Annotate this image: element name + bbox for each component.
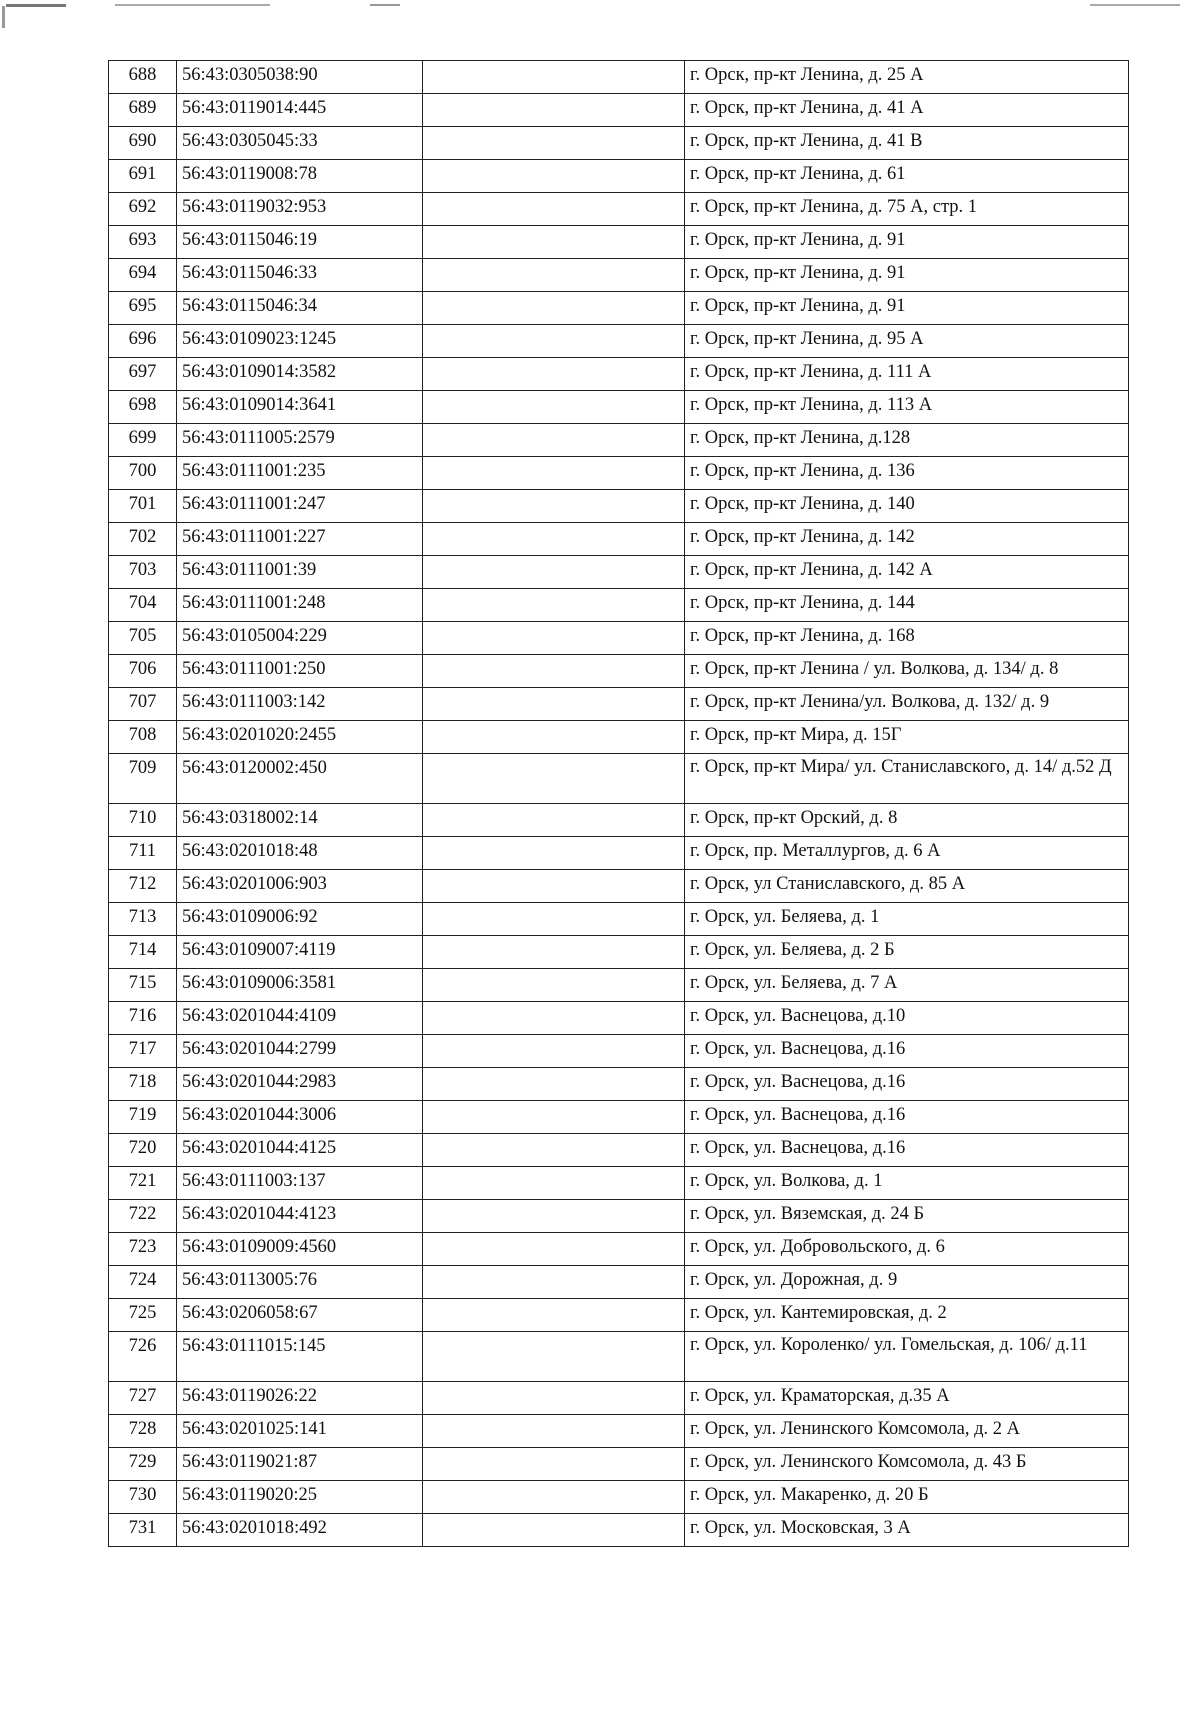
empty-cell bbox=[423, 804, 685, 837]
empty-cell bbox=[423, 556, 685, 589]
row-number: 703 bbox=[109, 556, 177, 589]
address: г. Орск, пр-кт Ленина, д. 168 bbox=[685, 622, 1129, 655]
cadastral-number: 56:43:0201020:2455 bbox=[177, 721, 423, 754]
row-number: 725 bbox=[109, 1299, 177, 1332]
registry-table bbox=[108, 60, 1129, 1547]
row-number: 718 bbox=[109, 1068, 177, 1101]
table-row bbox=[109, 1035, 1129, 1068]
address: г. Орск, пр-кт Ленина, д. 113 А bbox=[685, 391, 1129, 424]
address: г. Орск, ул. Васнецова, д.16 bbox=[685, 1134, 1129, 1167]
cadastral-number: 56:43:0111003:142 bbox=[177, 688, 423, 721]
empty-cell bbox=[423, 589, 685, 622]
cadastral-number: 56:43:0115046:34 bbox=[177, 292, 423, 325]
cadastral-number: 56:43:0120002:450 bbox=[177, 754, 423, 804]
address: г. Орск, ул. Короленко/ ул. Гомельская, д. 106/ д.11 bbox=[685, 1332, 1129, 1382]
empty-cell bbox=[423, 1299, 685, 1332]
table-row bbox=[109, 969, 1129, 1002]
empty-cell bbox=[423, 969, 685, 1002]
address: г. Орск, пр-кт Ленина, д. 25 А bbox=[685, 61, 1129, 94]
address: г. Орск, ул. Васнецова, д.10 bbox=[685, 1002, 1129, 1035]
empty-cell bbox=[423, 94, 685, 127]
table-row bbox=[109, 837, 1129, 870]
row-number: 729 bbox=[109, 1448, 177, 1481]
table-row bbox=[109, 1134, 1129, 1167]
cadastral-number: 56:43:0111015:145 bbox=[177, 1332, 423, 1382]
row-number: 691 bbox=[109, 160, 177, 193]
row-number: 693 bbox=[109, 226, 177, 259]
table-row bbox=[109, 1200, 1129, 1233]
address: г. Орск, пр-кт Ленина, д. 91 bbox=[685, 226, 1129, 259]
address: г. Орск, пр-кт Ленина, д. 140 bbox=[685, 490, 1129, 523]
address: г. Орск, пр-кт Ленина, д. 142 А bbox=[685, 556, 1129, 589]
table-row bbox=[109, 259, 1129, 292]
cadastral-number: 56:43:0111001:248 bbox=[177, 589, 423, 622]
empty-cell bbox=[423, 127, 685, 160]
address: г. Орск, пр-кт Ленина, д. 136 bbox=[685, 457, 1129, 490]
cadastral-number: 56:43:0111001:247 bbox=[177, 490, 423, 523]
row-number: 716 bbox=[109, 1002, 177, 1035]
table-row bbox=[109, 160, 1129, 193]
cadastral-number: 56:43:0201044:4109 bbox=[177, 1002, 423, 1035]
empty-cell bbox=[423, 936, 685, 969]
empty-cell bbox=[423, 523, 685, 556]
cadastral-number: 56:43:0113005:76 bbox=[177, 1266, 423, 1299]
table-row bbox=[109, 61, 1129, 94]
address: г. Орск, пр-кт Орский, д. 8 bbox=[685, 804, 1129, 837]
row-number: 711 bbox=[109, 837, 177, 870]
empty-cell bbox=[423, 1134, 685, 1167]
row-number: 706 bbox=[109, 655, 177, 688]
cadastral-number: 56:43:0105004:229 bbox=[177, 622, 423, 655]
row-number: 689 bbox=[109, 94, 177, 127]
table-row bbox=[109, 391, 1129, 424]
empty-cell bbox=[423, 325, 685, 358]
empty-cell bbox=[423, 193, 685, 226]
table-row bbox=[109, 226, 1129, 259]
row-number: 688 bbox=[109, 61, 177, 94]
table-row bbox=[109, 556, 1129, 589]
address: г. Орск, пр-кт Ленина, д. 91 bbox=[685, 292, 1129, 325]
table-row bbox=[109, 870, 1129, 903]
empty-cell bbox=[423, 1382, 685, 1415]
table-row bbox=[109, 688, 1129, 721]
table-row bbox=[109, 94, 1129, 127]
empty-cell bbox=[423, 61, 685, 94]
row-number: 730 bbox=[109, 1481, 177, 1514]
address: г. Орск, ул. Кантемировская, д. 2 bbox=[685, 1299, 1129, 1332]
cadastral-number: 56:43:0201044:2983 bbox=[177, 1068, 423, 1101]
table-row bbox=[109, 1382, 1129, 1415]
cadastral-number: 56:43:0305038:90 bbox=[177, 61, 423, 94]
cadastral-number: 56:43:0111001:39 bbox=[177, 556, 423, 589]
row-number: 727 bbox=[109, 1382, 177, 1415]
empty-cell bbox=[423, 1167, 685, 1200]
cadastral-number: 56:43:0201018:492 bbox=[177, 1514, 423, 1547]
table-row bbox=[109, 325, 1129, 358]
empty-cell bbox=[423, 424, 685, 457]
empty-cell bbox=[423, 837, 685, 870]
table-row bbox=[109, 1068, 1129, 1101]
row-number: 720 bbox=[109, 1134, 177, 1167]
address: г. Орск, пр-кт Ленина / ул. Волкова, д. 134/ д. 8 bbox=[685, 655, 1129, 688]
cadastral-number: 56:43:0115046:33 bbox=[177, 259, 423, 292]
address: г. Орск, ул. Васнецова, д.16 bbox=[685, 1068, 1129, 1101]
cadastral-number: 56:43:0109006:3581 bbox=[177, 969, 423, 1002]
table-row bbox=[109, 903, 1129, 936]
row-number: 692 bbox=[109, 193, 177, 226]
cadastral-number: 56:43:0109006:92 bbox=[177, 903, 423, 936]
table-row bbox=[109, 754, 1129, 804]
empty-cell bbox=[423, 358, 685, 391]
address: г. Орск, пр-кт Ленина, д. 41 А bbox=[685, 94, 1129, 127]
table-row bbox=[109, 1299, 1129, 1332]
address: г. Орск, ул. Макаренко, д. 20 Б bbox=[685, 1481, 1129, 1514]
row-number: 694 bbox=[109, 259, 177, 292]
empty-cell bbox=[423, 226, 685, 259]
cadastral-number: 56:43:0201044:2799 bbox=[177, 1035, 423, 1068]
table-row bbox=[109, 1002, 1129, 1035]
table-row bbox=[109, 1233, 1129, 1266]
address: г. Орск, пр-кт Ленина, д. 41 В bbox=[685, 127, 1129, 160]
scan-artifact bbox=[115, 4, 270, 6]
row-number: 721 bbox=[109, 1167, 177, 1200]
address: г. Орск, ул. Беляева, д. 7 А bbox=[685, 969, 1129, 1002]
table-row bbox=[109, 1101, 1129, 1134]
table-row bbox=[109, 1448, 1129, 1481]
address: г. Орск, ул. Ленинского Комсомола, д. 43 Б bbox=[685, 1448, 1129, 1481]
empty-cell bbox=[423, 903, 685, 936]
cadastral-number: 56:43:0201006:903 bbox=[177, 870, 423, 903]
cadastral-number: 56:43:0119020:25 bbox=[177, 1481, 423, 1514]
address: г. Орск, ул. Краматорская, д.35 А bbox=[685, 1382, 1129, 1415]
empty-cell bbox=[423, 1200, 685, 1233]
table-row bbox=[109, 1514, 1129, 1547]
empty-cell bbox=[423, 622, 685, 655]
row-number: 707 bbox=[109, 688, 177, 721]
table-row bbox=[109, 523, 1129, 556]
cadastral-number: 56:43:0201044:4123 bbox=[177, 1200, 423, 1233]
table-row bbox=[109, 589, 1129, 622]
cadastral-number: 56:43:0109014:3641 bbox=[177, 391, 423, 424]
row-number: 719 bbox=[109, 1101, 177, 1134]
cadastral-number: 56:43:0109009:4560 bbox=[177, 1233, 423, 1266]
row-number: 708 bbox=[109, 721, 177, 754]
row-number: 699 bbox=[109, 424, 177, 457]
table-row bbox=[109, 1415, 1129, 1448]
empty-cell bbox=[423, 391, 685, 424]
empty-cell bbox=[423, 754, 685, 804]
empty-cell bbox=[423, 688, 685, 721]
cadastral-number: 56:43:0111005:2579 bbox=[177, 424, 423, 457]
table-row bbox=[109, 804, 1129, 837]
row-number: 710 bbox=[109, 804, 177, 837]
empty-cell bbox=[423, 1415, 685, 1448]
table-row bbox=[109, 193, 1129, 226]
address: г. Орск, пр-кт Ленина, д. 95 А bbox=[685, 325, 1129, 358]
address: г. Орск, пр-кт Ленина, д.128 bbox=[685, 424, 1129, 457]
address: г. Орск, пр-кт Ленина/ул. Волкова, д. 132/ д. 9 bbox=[685, 688, 1129, 721]
address: г. Орск, пр-кт Мира, д. 15Г bbox=[685, 721, 1129, 754]
row-number: 702 bbox=[109, 523, 177, 556]
row-number: 704 bbox=[109, 589, 177, 622]
cadastral-number: 56:43:0201025:141 bbox=[177, 1415, 423, 1448]
table-row bbox=[109, 936, 1129, 969]
table-row bbox=[109, 127, 1129, 160]
empty-cell bbox=[423, 1448, 685, 1481]
address: г. Орск, ул. Московская, 3 А bbox=[685, 1514, 1129, 1547]
address: г. Орск, ул. Ленинского Комсомола, д. 2 А bbox=[685, 1415, 1129, 1448]
row-number: 723 bbox=[109, 1233, 177, 1266]
cadastral-number: 56:43:0109007:4119 bbox=[177, 936, 423, 969]
row-number: 712 bbox=[109, 870, 177, 903]
empty-cell bbox=[423, 870, 685, 903]
row-number: 726 bbox=[109, 1332, 177, 1382]
cadastral-number: 56:43:0119032:953 bbox=[177, 193, 423, 226]
table-row bbox=[109, 1332, 1129, 1382]
row-number: 717 bbox=[109, 1035, 177, 1068]
cadastral-number: 56:43:0206058:67 bbox=[177, 1299, 423, 1332]
cadastral-number: 56:43:0119014:445 bbox=[177, 94, 423, 127]
empty-cell bbox=[423, 1332, 685, 1382]
cadastral-number: 56:43:0111001:250 bbox=[177, 655, 423, 688]
cadastral-number: 56:43:0305045:33 bbox=[177, 127, 423, 160]
row-number: 697 bbox=[109, 358, 177, 391]
row-number: 724 bbox=[109, 1266, 177, 1299]
row-number: 713 bbox=[109, 903, 177, 936]
table-row bbox=[109, 1266, 1129, 1299]
row-number: 695 bbox=[109, 292, 177, 325]
row-number: 728 bbox=[109, 1415, 177, 1448]
empty-cell bbox=[423, 160, 685, 193]
empty-cell bbox=[423, 1514, 685, 1547]
address: г. Орск, ул. Волкова, д. 1 bbox=[685, 1167, 1129, 1200]
empty-cell bbox=[423, 1266, 685, 1299]
cadastral-number: 56:43:0318002:14 bbox=[177, 804, 423, 837]
address: г. Орск, пр-кт Ленина, д. 61 bbox=[685, 160, 1129, 193]
cadastral-number: 56:43:0109023:1245 bbox=[177, 325, 423, 358]
address: г. Орск, пр-кт Ленина, д. 75 А, стр. 1 bbox=[685, 193, 1129, 226]
table-row bbox=[109, 358, 1129, 391]
address: г. Орск, пр-кт Ленина, д. 142 bbox=[685, 523, 1129, 556]
table-row bbox=[109, 622, 1129, 655]
address: г. Орск, ул. Вяземская, д. 24 Б bbox=[685, 1200, 1129, 1233]
scan-artifact bbox=[6, 4, 66, 7]
row-number: 700 bbox=[109, 457, 177, 490]
empty-cell bbox=[423, 1035, 685, 1068]
empty-cell bbox=[423, 1101, 685, 1134]
row-number: 714 bbox=[109, 936, 177, 969]
row-number: 709 bbox=[109, 754, 177, 804]
row-number: 696 bbox=[109, 325, 177, 358]
address: г. Орск, ул. Дорожная, д. 9 bbox=[685, 1266, 1129, 1299]
row-number: 705 bbox=[109, 622, 177, 655]
cadastral-number: 56:43:0119026:22 bbox=[177, 1382, 423, 1415]
scan-artifact bbox=[2, 6, 5, 28]
address: г. Орск, пр. Металлургов, д. 6 А bbox=[685, 837, 1129, 870]
row-number: 731 bbox=[109, 1514, 177, 1547]
cadastral-number: 56:43:0201018:48 bbox=[177, 837, 423, 870]
address: г. Орск, пр-кт Ленина, д. 91 bbox=[685, 259, 1129, 292]
empty-cell bbox=[423, 655, 685, 688]
cadastral-number: 56:43:0201044:4125 bbox=[177, 1134, 423, 1167]
scan-artifact bbox=[1090, 4, 1180, 6]
cadastral-number: 56:43:0109014:3582 bbox=[177, 358, 423, 391]
empty-cell bbox=[423, 1002, 685, 1035]
row-number: 715 bbox=[109, 969, 177, 1002]
registry-table-body bbox=[109, 61, 1129, 1547]
table-row bbox=[109, 490, 1129, 523]
empty-cell bbox=[423, 1481, 685, 1514]
row-number: 701 bbox=[109, 490, 177, 523]
empty-cell bbox=[423, 1233, 685, 1266]
table-row bbox=[109, 1167, 1129, 1200]
address: г. Орск, ул. Добровольского, д. 6 bbox=[685, 1233, 1129, 1266]
cadastral-number: 56:43:0115046:19 bbox=[177, 226, 423, 259]
table-row bbox=[109, 292, 1129, 325]
table-row bbox=[109, 424, 1129, 457]
cadastral-number: 56:43:0119008:78 bbox=[177, 160, 423, 193]
table-row bbox=[109, 655, 1129, 688]
cadastral-number: 56:43:0119021:87 bbox=[177, 1448, 423, 1481]
empty-cell bbox=[423, 1068, 685, 1101]
row-number: 722 bbox=[109, 1200, 177, 1233]
cadastral-number: 56:43:0111001:235 bbox=[177, 457, 423, 490]
address: г. Орск, ул. Беляева, д. 2 Б bbox=[685, 936, 1129, 969]
table-row bbox=[109, 457, 1129, 490]
cadastral-number: 56:43:0111003:137 bbox=[177, 1167, 423, 1200]
address: г. Орск, пр-кт Ленина, д. 111 А bbox=[685, 358, 1129, 391]
row-number: 698 bbox=[109, 391, 177, 424]
empty-cell bbox=[423, 292, 685, 325]
empty-cell bbox=[423, 721, 685, 754]
address: г. Орск, ул Станиславского, д. 85 А bbox=[685, 870, 1129, 903]
table-row bbox=[109, 1481, 1129, 1514]
table-row bbox=[109, 721, 1129, 754]
empty-cell bbox=[423, 490, 685, 523]
scan-artifact bbox=[370, 4, 400, 6]
cadastral-number: 56:43:0111001:227 bbox=[177, 523, 423, 556]
empty-cell bbox=[423, 457, 685, 490]
cadastral-number: 56:43:0201044:3006 bbox=[177, 1101, 423, 1134]
row-number: 690 bbox=[109, 127, 177, 160]
address: г. Орск, ул. Беляева, д. 1 bbox=[685, 903, 1129, 936]
address: г. Орск, пр-кт Ленина, д. 144 bbox=[685, 589, 1129, 622]
empty-cell bbox=[423, 259, 685, 292]
address: г. Орск, пр-кт Мира/ ул. Станиславского, д. 14/ д.52 Д bbox=[685, 754, 1129, 804]
address: г. Орск, ул. Васнецова, д.16 bbox=[685, 1035, 1129, 1068]
address: г. Орск, ул. Васнецова, д.16 bbox=[685, 1101, 1129, 1134]
